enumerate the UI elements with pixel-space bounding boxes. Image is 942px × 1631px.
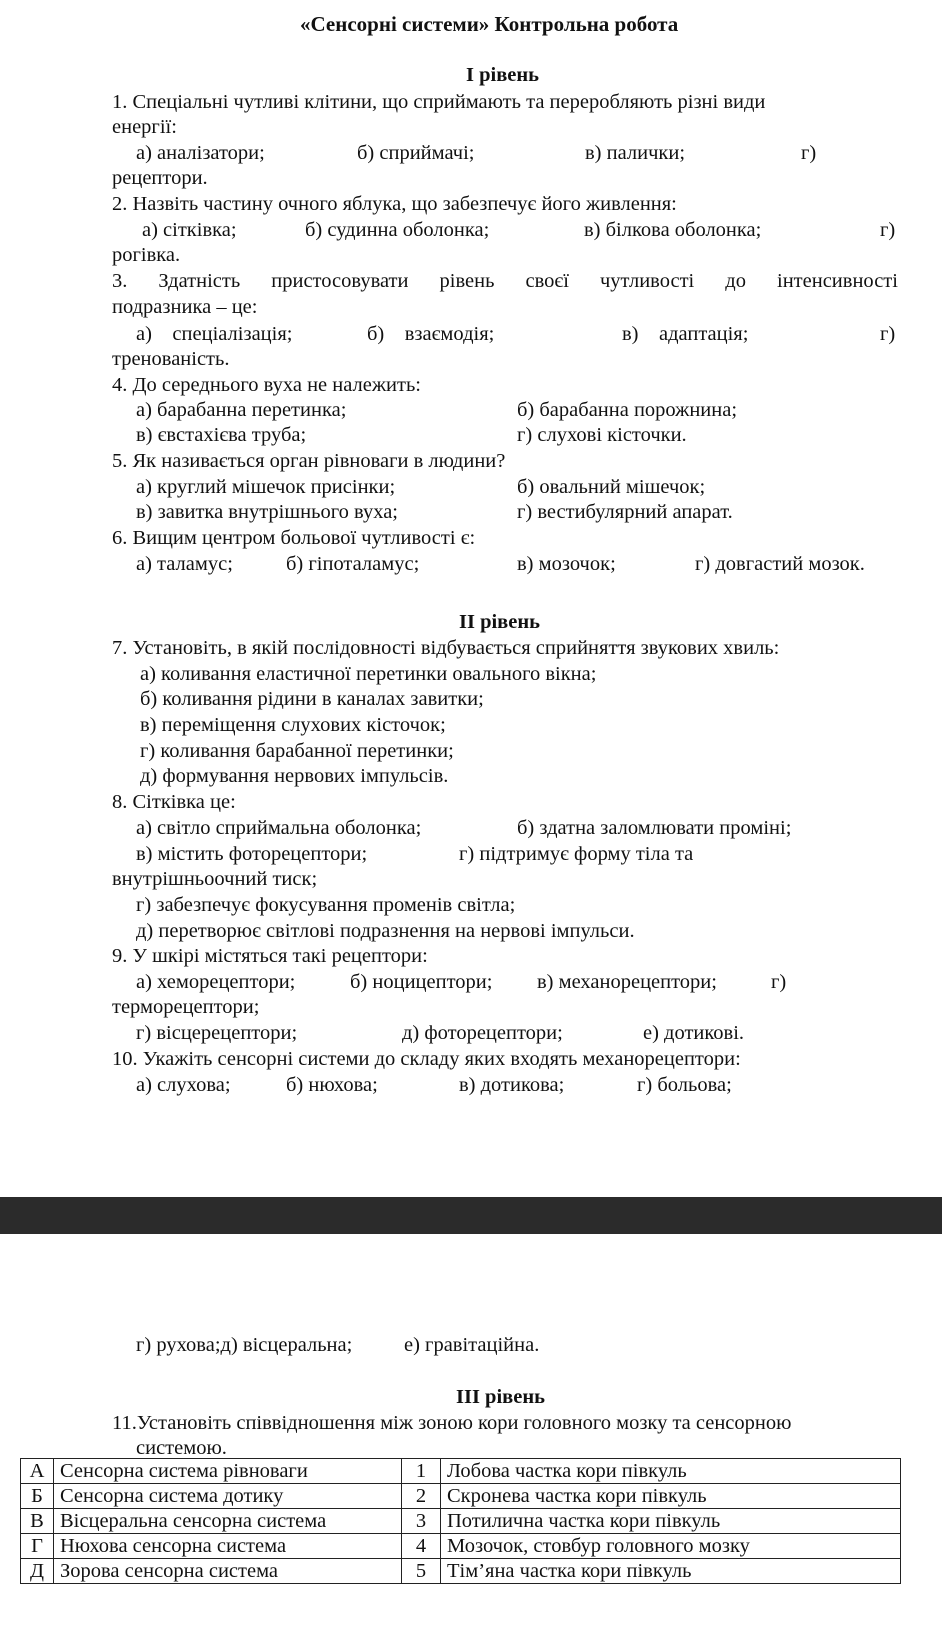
- q8-option-d-cont: внутрішньоочний тиск;: [112, 868, 318, 890]
- q5-option-c: в) завитка внутрішнього вуха;: [136, 501, 398, 523]
- q3-option-c: в) адаптація;: [622, 323, 749, 345]
- q1-option-d-cont: рецептори.: [112, 167, 208, 189]
- q4-option-d: г) слухові кісточки.: [517, 424, 687, 446]
- question-3-cont: подразника – це:: [112, 296, 258, 318]
- row-number: 2: [402, 1484, 441, 1509]
- q7-item: д) формування нервових імпульсів.: [140, 765, 449, 787]
- row-number: 5: [402, 1559, 441, 1584]
- table-row: [21, 1459, 901, 1484]
- q2-option-c: в) білкова оболонка;: [584, 219, 762, 241]
- q9-option-f: е) дотикові.: [643, 1022, 745, 1044]
- sensory-system: Нюхова сенсорна система: [54, 1534, 402, 1559]
- q6-option-d: г) довгастий мозок.: [695, 553, 865, 575]
- question-9: 9. У шкірі містяться такі рецептори:: [112, 945, 428, 967]
- table-row: [21, 1509, 901, 1534]
- q6-option-c: в) мозочок;: [517, 553, 616, 575]
- q2-option-a: а) сітківка;: [142, 219, 237, 241]
- row-letter: Д: [21, 1559, 54, 1584]
- q1-option-c: в) палички;: [585, 142, 686, 164]
- cortex-zone: Потилична частка кори півкуль: [441, 1509, 901, 1534]
- question-1-cont: енергії:: [112, 116, 177, 138]
- q5-option-a: а) круглий мішечок присінки;: [136, 476, 396, 498]
- table-row: [21, 1559, 901, 1584]
- q3-word: інтенсивності: [777, 270, 898, 292]
- q9-option-d: г): [771, 971, 787, 993]
- q1-option-d: г): [801, 142, 817, 164]
- q3-word: пристосовувати: [271, 270, 409, 292]
- question-3: [112, 269, 898, 293]
- q5-option-b: б) овальний мішечок;: [517, 476, 706, 498]
- row-letter: Б: [21, 1484, 54, 1509]
- q6-option-a: а) таламус;: [136, 553, 233, 575]
- q9-option-e: д) фоторецептори;: [402, 1022, 563, 1044]
- q3-word: рівень: [439, 270, 495, 292]
- question-5: 5. Як називається орган рівноваги в людини?: [112, 450, 506, 472]
- q4-option-a: а) барабанна перетинка;: [136, 399, 347, 421]
- q8-option-e: д) перетворює світлові подразнення на нервові імпульси.: [136, 920, 635, 942]
- cortex-zone: Мозочок, стовбур головного мозку: [441, 1534, 901, 1559]
- q8-option-g2: г) забезпечує фокусування променів світла;: [136, 894, 516, 916]
- question-4: 4. До середнього вуха не належить:: [112, 374, 422, 396]
- question-8: 8. Сітківка це:: [112, 791, 236, 813]
- q3-option-d: г): [880, 323, 896, 345]
- q2-option-b: б) судинна оболонка;: [305, 219, 490, 241]
- q10-option-d: г) больова;: [637, 1074, 732, 1096]
- q10-option-c: в) дотикова;: [459, 1074, 565, 1096]
- q2-option-d-cont: рогівка.: [112, 244, 181, 266]
- row-letter: Г: [21, 1534, 54, 1559]
- question-2: 2. Назвіть частину очного яблука, що забезпечує його живлення:: [112, 193, 677, 215]
- q3-word: чутливості: [599, 270, 695, 292]
- q4-option-c: в) євстахієва труба;: [136, 424, 307, 446]
- question-7: 7. Установіть, в якій послідовності відбувається сприйняття звукових хвиль:: [112, 637, 780, 659]
- q7-item: г) коливання барабанної перетинки;: [140, 740, 454, 762]
- matching-table: [20, 1458, 901, 1584]
- sensory-system: Сенсорна система дотику: [54, 1484, 402, 1509]
- row-letter: А: [21, 1459, 54, 1484]
- q2-option-d: г): [880, 219, 896, 241]
- q8-option-a: а) світло сприймальна оболонка;: [136, 817, 422, 839]
- q9-option-c: в) механорецептори;: [537, 971, 717, 993]
- row-letter: В: [21, 1509, 54, 1534]
- q3-option-a: а) спеціалізація;: [136, 323, 293, 345]
- q3-word: своєї: [525, 270, 569, 292]
- q4-option-b: б) барабанна порожнина;: [517, 399, 738, 421]
- cortex-zone: Тім’яна частка кори півкуль: [441, 1559, 901, 1584]
- q7-item: в) переміщення слухових кісточок;: [140, 714, 446, 736]
- q1-option-a: а) аналізатори;: [136, 142, 265, 164]
- page-title: «Сенсорні системи» Контрольна робота: [300, 12, 679, 36]
- q10-option-b: б) нюхова;: [286, 1074, 378, 1096]
- table-row: [21, 1534, 901, 1559]
- row-number: 4: [402, 1534, 441, 1559]
- q5-option-d: г) вестибулярний апарат.: [517, 501, 733, 523]
- q8-option-c: в) містить фоторецептори;: [136, 843, 368, 865]
- level-1-heading: І рівень: [466, 64, 540, 86]
- sensory-system: Вісцеральна сенсорна система: [54, 1509, 402, 1534]
- sensory-system: Сенсорна система рівноваги: [54, 1459, 402, 1484]
- question-11: 11.Установіть співвідношення між зоною кори головного мозку та сенсорною: [112, 1412, 792, 1434]
- row-number: 3: [402, 1509, 441, 1534]
- cortex-zone: Скронева частка кори півкуль: [441, 1484, 901, 1509]
- q10-option-cont: г) рухова;д) вісцеральна;: [136, 1334, 353, 1356]
- question-6: 6. Вищим центром больової чутливості є:: [112, 527, 476, 549]
- cortex-zone: Лобова частка кори півкуль: [441, 1459, 901, 1484]
- q3-word: 3.: [112, 270, 128, 292]
- q10-option-a: а) слухова;: [136, 1074, 231, 1096]
- q8-option-d: г) підтримує форму тіла та: [459, 843, 694, 865]
- q6-option-b: б) гіпоталамус;: [286, 553, 420, 575]
- question-1: 1. Спеціальні чутливі клітини, що сприймають та переробляють різні види: [112, 91, 766, 113]
- table-row: [21, 1484, 901, 1509]
- row-number: 1: [402, 1459, 441, 1484]
- q3-word: до: [725, 270, 746, 292]
- q8-option-b: б) здатна заломлювати проміні;: [517, 817, 792, 839]
- q9-option-a: а) хеморецептори;: [136, 971, 296, 993]
- q9-option-b: б) ноцицептори;: [350, 971, 493, 993]
- level-3-heading: ІІІ рівень: [456, 1386, 545, 1408]
- page-separator: [0, 1197, 942, 1234]
- question-10: 10. Укажіть сенсорні системи до складу яких входять механорецептори:: [112, 1048, 741, 1070]
- q9-option-g2: г) вісцерецептори;: [136, 1022, 298, 1044]
- question-11-cont: системою.: [136, 1437, 227, 1459]
- q7-item: б) коливання рідини в каналах завитки;: [140, 688, 484, 710]
- q10-option-e: е) гравітаційна.: [404, 1334, 540, 1356]
- sensory-system: Зорова сенсорна система: [54, 1559, 402, 1584]
- q3-word: Здатність: [158, 270, 241, 292]
- q7-item: а) коливання еластичної перетинки овального вікна;: [140, 663, 597, 685]
- q3-option-b: б) взаємодія;: [367, 323, 495, 345]
- level-2-heading: ІІ рівень: [459, 611, 540, 633]
- q9-option-d-cont: терморецептори;: [112, 996, 260, 1018]
- q1-option-b: б) сприймачі;: [357, 142, 475, 164]
- q3-option-d-cont: тренованість.: [112, 348, 230, 370]
